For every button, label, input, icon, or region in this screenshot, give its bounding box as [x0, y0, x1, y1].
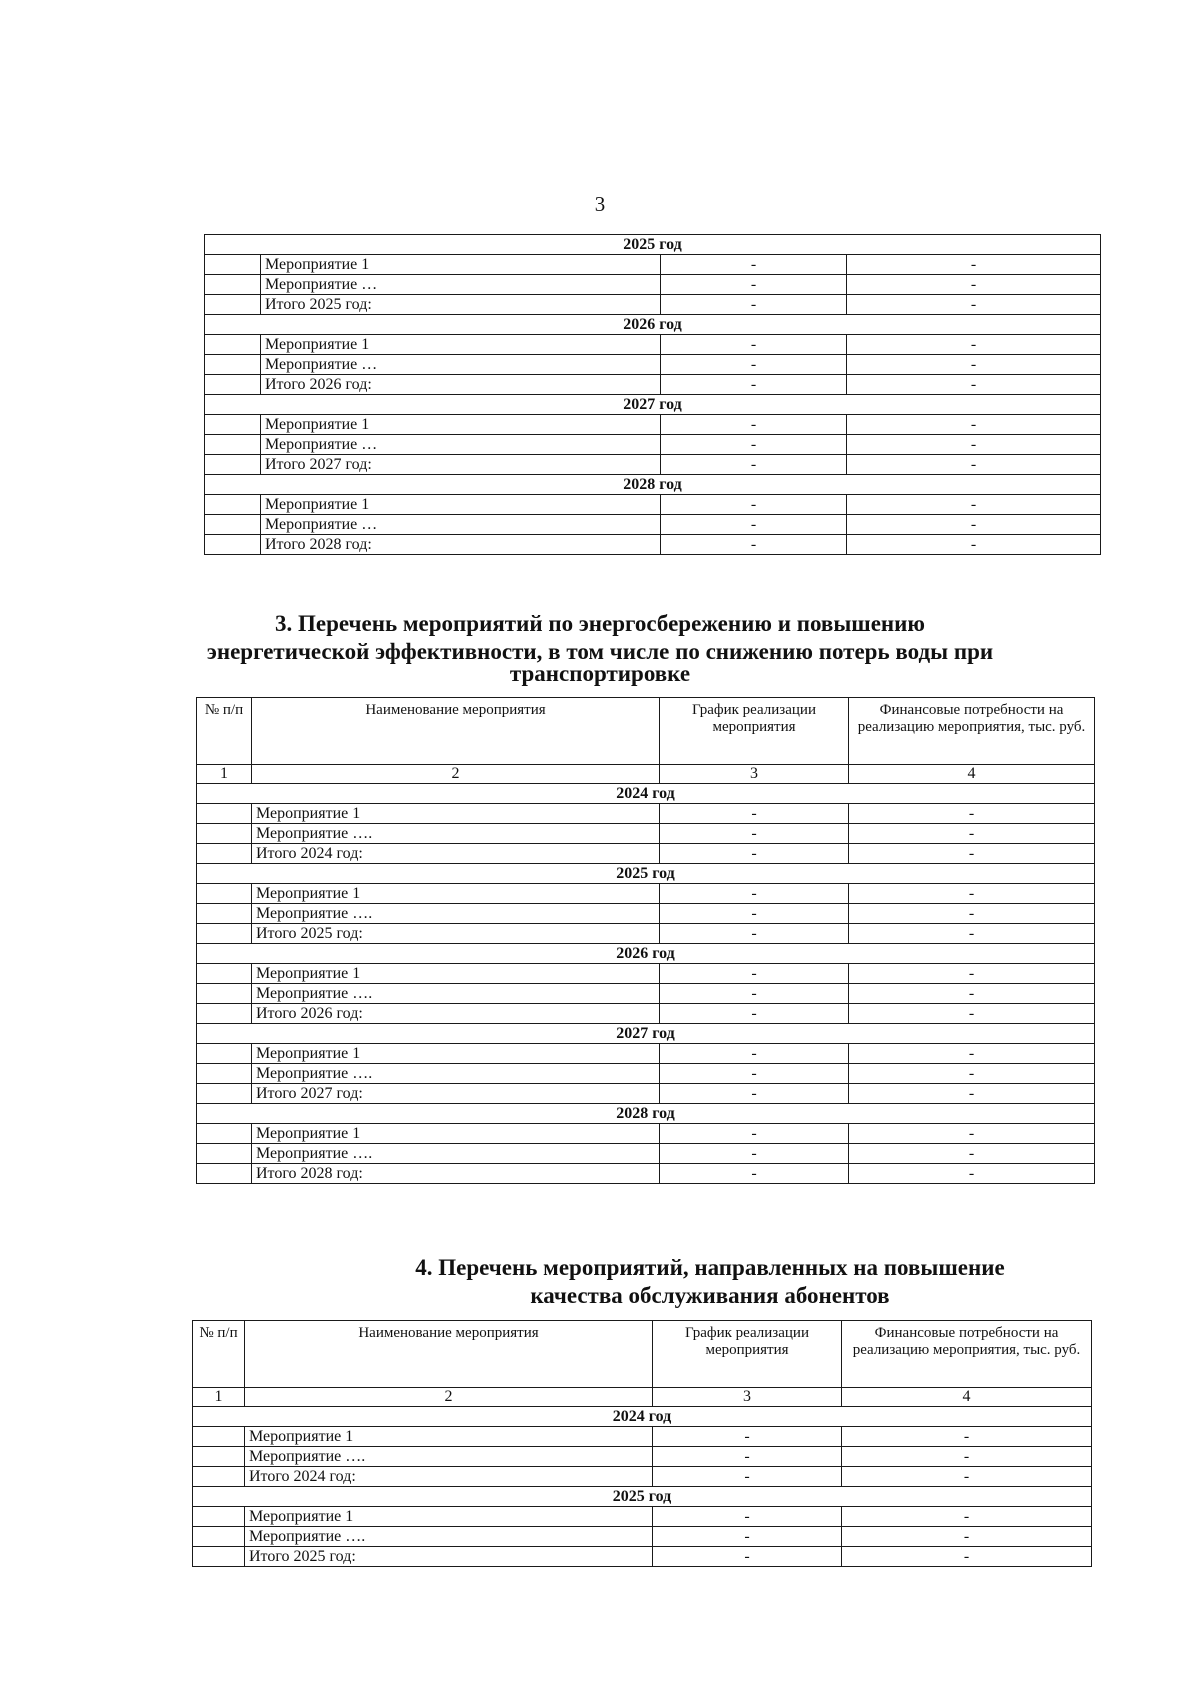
- row-number-cell: [197, 1064, 252, 1084]
- table-row: [197, 1124, 1095, 1144]
- schedule-cell: -: [660, 1064, 849, 1084]
- row-number-cell: [205, 375, 261, 395]
- finance-cell: -: [847, 335, 1101, 355]
- finance-cell: -: [847, 415, 1101, 435]
- total-row: [197, 1084, 1095, 1104]
- table-row: [197, 1044, 1095, 1064]
- header-row: [193, 1321, 1092, 1388]
- year-heading: 2027 год: [205, 395, 1101, 415]
- year-row: [205, 395, 1101, 415]
- total-row: [197, 1004, 1095, 1024]
- row-number-cell: [205, 335, 261, 355]
- table-row: [197, 984, 1095, 1004]
- table-row: [193, 1507, 1092, 1527]
- section4-title-line1: 4. Перечень мероприятий, направленных на повышение: [415, 1255, 1005, 1280]
- header-finance: Финансовые потребности на реализацию мероприятия, тыс. руб.: [849, 698, 1095, 765]
- finance-cell: -: [849, 804, 1095, 824]
- finance-cell: -: [849, 1084, 1095, 1104]
- finance-cell: -: [849, 924, 1095, 944]
- row-number-cell: [197, 1144, 252, 1164]
- finance-cell: -: [849, 1004, 1095, 1024]
- schedule-cell: -: [653, 1427, 842, 1447]
- table-top-continuation: [204, 234, 1101, 555]
- finance-cell: -: [847, 255, 1101, 275]
- activity-name: Мероприятие …: [261, 515, 661, 535]
- activity-name: Мероприятие 1: [252, 884, 660, 904]
- row-number-cell: [205, 435, 261, 455]
- finance-cell: -: [847, 535, 1101, 555]
- table-row: [205, 415, 1101, 435]
- row-number-cell: [205, 255, 261, 275]
- year-heading: 2025 год: [197, 864, 1095, 884]
- row-number-cell: [197, 1124, 252, 1144]
- year-heading: 2024 год: [193, 1407, 1092, 1427]
- row-number-cell: [205, 455, 261, 475]
- header-name: Наименование мероприятия: [245, 1321, 653, 1388]
- row-number-cell: [193, 1527, 245, 1547]
- finance-cell: -: [849, 824, 1095, 844]
- row-number-cell: [197, 1044, 252, 1064]
- finance-cell: -: [849, 884, 1095, 904]
- header-schedule: График реализации мероприятия: [653, 1321, 842, 1388]
- row-number-cell: [193, 1427, 245, 1447]
- header-num: № п/п: [193, 1321, 245, 1388]
- row-number-cell: [197, 984, 252, 1004]
- total-label: Итого 2025 год:: [261, 295, 661, 315]
- table-row: [197, 1144, 1095, 1164]
- activity-name: Мероприятие …: [261, 275, 661, 295]
- row-number-cell: [197, 1084, 252, 1104]
- row-number-cell: [193, 1447, 245, 1467]
- table-row: [197, 804, 1095, 824]
- finance-cell: -: [849, 1124, 1095, 1144]
- total-label: Итого 2028 год:: [252, 1164, 660, 1184]
- header-num: № п/п: [197, 698, 252, 765]
- total-row: [205, 535, 1101, 555]
- schedule-cell: -: [661, 255, 847, 275]
- table-row: [193, 1527, 1092, 1547]
- finance-cell: -: [842, 1547, 1092, 1567]
- row-number-cell: [193, 1507, 245, 1527]
- section3-title: [180, 610, 1020, 688]
- activity-name: Мероприятие 1: [261, 415, 661, 435]
- total-label: Итого 2025 год:: [252, 924, 660, 944]
- col-number: 4: [842, 1388, 1092, 1407]
- section4-title: [300, 1254, 1120, 1310]
- activity-name: Мероприятие 1: [245, 1507, 653, 1527]
- activity-name: Мероприятие 1: [252, 1124, 660, 1144]
- row-number-cell: [197, 824, 252, 844]
- total-label: Итого 2024 год:: [245, 1467, 653, 1487]
- schedule-cell: -: [661, 515, 847, 535]
- finance-cell: -: [847, 295, 1101, 315]
- table-row: [205, 255, 1101, 275]
- section4-title-line2: качества обслуживания абонентов: [530, 1283, 890, 1308]
- page-number: 3: [594, 192, 606, 216]
- table-row: [197, 904, 1095, 924]
- finance-cell: -: [847, 375, 1101, 395]
- schedule-cell: -: [661, 335, 847, 355]
- activity-name: Мероприятие …: [261, 355, 661, 375]
- finance-cell: -: [842, 1447, 1092, 1467]
- schedule-cell: -: [653, 1527, 842, 1547]
- header-row: [197, 698, 1095, 765]
- activity-name: Мероприятие ….: [245, 1447, 653, 1467]
- col-number: 1: [197, 765, 252, 784]
- total-row: [205, 455, 1101, 475]
- header-finance: Финансовые потребности на реализацию мероприятия, тыс. руб.: [842, 1321, 1092, 1388]
- activity-name: Мероприятие 1: [261, 495, 661, 515]
- col-number: 1: [193, 1388, 245, 1407]
- year-row: [205, 475, 1101, 495]
- schedule-cell: -: [661, 435, 847, 455]
- finance-cell: -: [849, 1144, 1095, 1164]
- column-number-row: [193, 1388, 1092, 1407]
- table-row: [205, 275, 1101, 295]
- schedule-cell: -: [661, 495, 847, 515]
- schedule-cell: -: [653, 1547, 842, 1567]
- finance-cell: -: [849, 1044, 1095, 1064]
- row-number-cell: [197, 1164, 252, 1184]
- col-number: 2: [252, 765, 660, 784]
- schedule-cell: -: [661, 295, 847, 315]
- finance-cell: -: [849, 844, 1095, 864]
- activity-name: Мероприятие ….: [252, 1144, 660, 1164]
- schedule-cell: -: [660, 804, 849, 824]
- row-number-cell: [197, 804, 252, 824]
- year-heading: 2025 год: [205, 235, 1101, 255]
- row-number-cell: [205, 295, 261, 315]
- schedule-cell: -: [660, 884, 849, 904]
- row-number-cell: [205, 355, 261, 375]
- row-number-cell: [197, 844, 252, 864]
- total-label: Итого 2026 год:: [252, 1004, 660, 1024]
- activity-name: Мероприятие ….: [252, 1064, 660, 1084]
- finance-cell: -: [847, 515, 1101, 535]
- row-number-cell: [205, 415, 261, 435]
- finance-cell: -: [847, 495, 1101, 515]
- total-label: Итого 2025 год:: [245, 1547, 653, 1567]
- table-section4: [192, 1320, 1092, 1567]
- schedule-cell: -: [661, 375, 847, 395]
- section3-title-line3: транспортировке: [509, 661, 691, 686]
- row-number-cell: [205, 535, 261, 555]
- table-row: [197, 824, 1095, 844]
- finance-cell: -: [842, 1467, 1092, 1487]
- activity-name: Мероприятие ….: [252, 904, 660, 924]
- section3-title-line1: 3. Перечень мероприятий по энергосбережению и повышению: [275, 611, 925, 636]
- total-row: [197, 1164, 1095, 1184]
- row-number-cell: [205, 515, 261, 535]
- activity-name: Мероприятие 1: [261, 255, 661, 275]
- year-heading: 2026 год: [205, 315, 1101, 335]
- schedule-cell: -: [660, 964, 849, 984]
- total-label: Итого 2027 год:: [252, 1084, 660, 1104]
- activity-name: Мероприятие …: [261, 435, 661, 455]
- schedule-cell: -: [660, 904, 849, 924]
- finance-cell: -: [849, 1064, 1095, 1084]
- table-row: [197, 1064, 1095, 1084]
- finance-cell: -: [842, 1507, 1092, 1527]
- activity-name: Мероприятие 1: [245, 1427, 653, 1447]
- col-number: 4: [849, 765, 1095, 784]
- schedule-cell: -: [653, 1507, 842, 1527]
- total-row: [197, 844, 1095, 864]
- schedule-cell: -: [660, 1124, 849, 1144]
- schedule-cell: -: [660, 1144, 849, 1164]
- table-row: [205, 355, 1101, 375]
- schedule-cell: -: [660, 1164, 849, 1184]
- year-heading: 2027 год: [197, 1024, 1095, 1044]
- col-number: 2: [245, 1388, 653, 1407]
- finance-cell: -: [847, 275, 1101, 295]
- total-row: [205, 375, 1101, 395]
- table-row: [205, 435, 1101, 455]
- finance-cell: -: [842, 1427, 1092, 1447]
- year-row: [197, 864, 1095, 884]
- year-row: [197, 1024, 1095, 1044]
- total-row: [193, 1467, 1092, 1487]
- schedule-cell: -: [660, 1084, 849, 1104]
- total-row: [193, 1547, 1092, 1567]
- year-heading: 2028 год: [197, 1104, 1095, 1124]
- table-row: [193, 1447, 1092, 1467]
- row-number-cell: [197, 964, 252, 984]
- schedule-cell: -: [653, 1467, 842, 1487]
- schedule-cell: -: [661, 355, 847, 375]
- finance-cell: -: [849, 904, 1095, 924]
- year-row: [193, 1487, 1092, 1507]
- col-number: 3: [653, 1388, 842, 1407]
- schedule-cell: -: [661, 455, 847, 475]
- row-number-cell: [197, 1004, 252, 1024]
- year-heading: 2025 год: [193, 1487, 1092, 1507]
- schedule-cell: -: [661, 415, 847, 435]
- column-number-row: [197, 765, 1095, 784]
- row-number-cell: [197, 924, 252, 944]
- schedule-cell: -: [653, 1447, 842, 1467]
- schedule-cell: -: [661, 275, 847, 295]
- activity-name: Мероприятие 1: [261, 335, 661, 355]
- year-row: [193, 1407, 1092, 1427]
- header-schedule: График реализации мероприятия: [660, 698, 849, 765]
- year-heading: 2028 год: [205, 475, 1101, 495]
- row-number-cell: [193, 1467, 245, 1487]
- year-row: [197, 784, 1095, 804]
- year-heading: 2026 год: [197, 944, 1095, 964]
- finance-cell: -: [842, 1527, 1092, 1547]
- finance-cell: -: [849, 984, 1095, 1004]
- total-label: Итого 2026 год:: [261, 375, 661, 395]
- activity-name: Мероприятие ….: [245, 1527, 653, 1547]
- total-label: Итого 2027 год:: [261, 455, 661, 475]
- schedule-cell: -: [661, 535, 847, 555]
- table-row: [205, 515, 1101, 535]
- finance-cell: -: [847, 435, 1101, 455]
- schedule-cell: -: [660, 1044, 849, 1064]
- schedule-cell: -: [660, 984, 849, 1004]
- activity-name: Мероприятие 1: [252, 1044, 660, 1064]
- row-number-cell: [193, 1547, 245, 1567]
- year-row: [205, 315, 1101, 335]
- table-row: [205, 335, 1101, 355]
- finance-cell: -: [849, 1164, 1095, 1184]
- table-section3: [196, 697, 1095, 1184]
- year-row: [197, 944, 1095, 964]
- year-row: [197, 1104, 1095, 1124]
- table-row: [205, 495, 1101, 515]
- activity-name: Мероприятие 1: [252, 804, 660, 824]
- activity-name: Мероприятие ….: [252, 984, 660, 1004]
- row-number-cell: [205, 275, 261, 295]
- activity-name: Мероприятие ….: [252, 824, 660, 844]
- finance-cell: -: [847, 455, 1101, 475]
- finance-cell: -: [849, 964, 1095, 984]
- row-number-cell: [197, 884, 252, 904]
- row-number-cell: [205, 495, 261, 515]
- section3-title-line2: энергетической эффективности, в том числе по снижению потерь воды при: [206, 639, 994, 664]
- activity-name: Мероприятие 1: [252, 964, 660, 984]
- schedule-cell: -: [660, 924, 849, 944]
- total-label: Итого 2028 год:: [261, 535, 661, 555]
- finance-cell: -: [847, 355, 1101, 375]
- schedule-cell: -: [660, 824, 849, 844]
- table-row: [197, 964, 1095, 984]
- schedule-cell: -: [660, 844, 849, 864]
- row-number-cell: [197, 904, 252, 924]
- schedule-cell: -: [660, 1004, 849, 1024]
- total-label: Итого 2024 год:: [252, 844, 660, 864]
- table-row: [193, 1427, 1092, 1447]
- table-row: [197, 884, 1095, 904]
- header-name: Наименование мероприятия: [252, 698, 660, 765]
- year-heading: 2024 год: [197, 784, 1095, 804]
- col-number: 3: [660, 765, 849, 784]
- total-row: [205, 295, 1101, 315]
- total-row: [197, 924, 1095, 944]
- year-row: [205, 235, 1101, 255]
